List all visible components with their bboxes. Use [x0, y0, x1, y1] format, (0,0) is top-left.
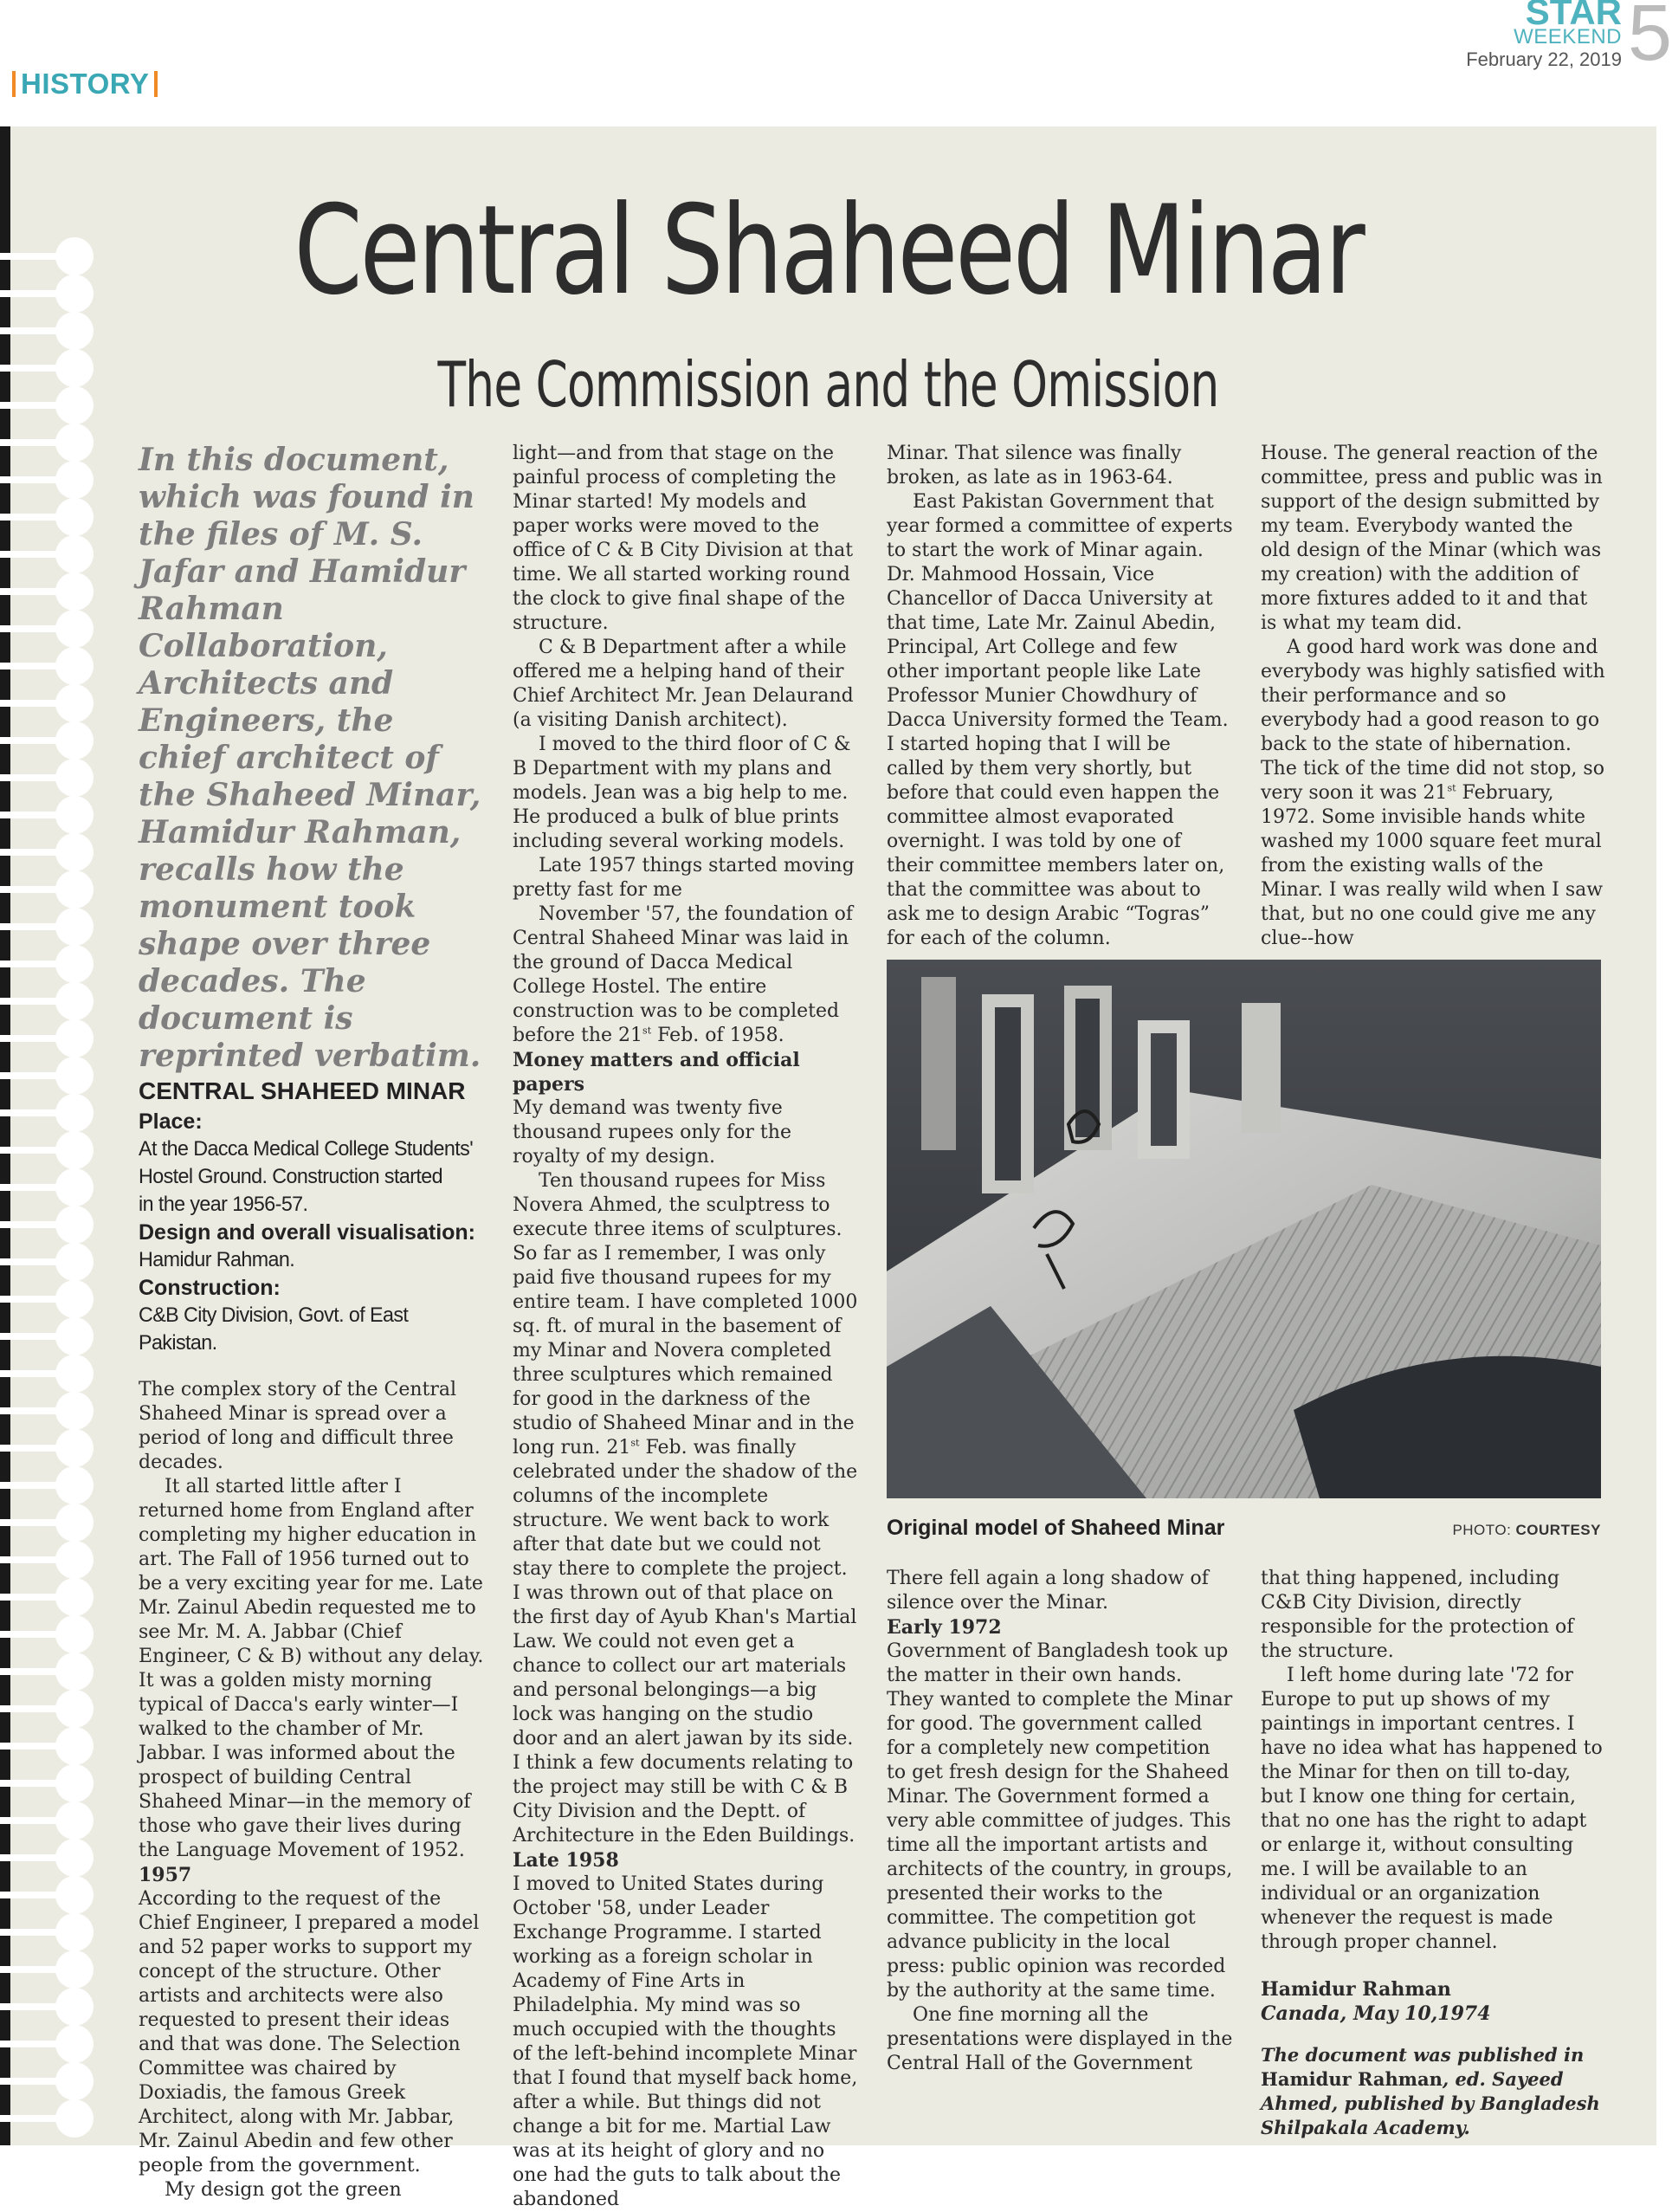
spiral-binding-icon — [0, 126, 104, 2145]
spiral-ring-hole — [55, 1317, 94, 1355]
text-run: November '57, the foundation of Central Shaheed Minar was laid in the ground of Dacca Medical College Hostel. The entire construction was to be completed before the 21 — [513, 903, 854, 1046]
spiral-ring-hole — [55, 572, 94, 611]
note-text: , ed. Sayeed Ahmed, published by Bangladesh Shilpakala Academy. — [1261, 2068, 1600, 2138]
spiral-ring-hole — [55, 386, 94, 424]
note-book-title: Hamidur Rahman — [1261, 2068, 1443, 2090]
paragraph: Minar. That silence was finally broken, as late as in 1963-64. — [887, 443, 1182, 488]
paragraph: It all started little after I returned home from England after completing my higher education in art. The Fall of 1956 turned out to be a very exciting year for me. Late Mr. Zainul Abedin requested me to see Mr. M. A. Jabbar (Chief Engineer, C & B) without any delay. It was a golden misty morning typical of Dacca's early winter—I walked to the chamber of Mr. Jabbar. I was informed about the prospect of building Central Shaheed Minar—in the memory of those who gave their lives during the Language Movement of 1952. — [139, 1476, 484, 1861]
spiral-ring-hole — [55, 237, 94, 275]
paragraph: I moved to the third floor of C & B Department with my plans and models. Jean was a big help to me. He produced a bulk of blue prints including several working models. — [513, 734, 851, 852]
column-3-lower — [887, 1567, 1233, 2076]
column-2 — [513, 442, 859, 2212]
fact-heading: CENTRAL SHAHEED MINAR — [139, 1077, 466, 1104]
signature-place-date: Canada, May 10,1974 — [1261, 2002, 1491, 2025]
spiral-ring-hole — [55, 945, 94, 983]
spiral-ring-hole — [55, 312, 94, 350]
spiral-ring-hole — [55, 1131, 94, 1169]
intro-blurb: In this document, which was found in the files of M. S. Jafar and Hamidur Rahman Collaboration, Architects and Engineers, the chief architect of the Shaheed Minar, Hamidur Rahman, recalls how the monument took shape over three decades. The document is reprinted verbatim. — [139, 442, 481, 1074]
spiral-ring-hole — [55, 275, 94, 313]
spiral-ring-hole — [55, 1988, 94, 2026]
spiral-ring-hole — [55, 1615, 94, 1653]
masthead-star: STAR — [1525, 0, 1622, 32]
page-number: 5 — [1627, 0, 1672, 77]
spiral-ring-hole — [55, 1801, 94, 1840]
fact-place-line-2: Hostel Ground. Construction started — [139, 1165, 443, 1188]
fact-box — [139, 1075, 485, 1357]
spiral-ring-hole — [55, 1429, 94, 1467]
paragraph — [513, 1169, 859, 1848]
spiral-ring-hole — [55, 498, 94, 536]
spiral-ring-hole — [55, 1876, 94, 1914]
text-run: Feb. was finally celebrated under the shadow of the columns of the incomplete structure. We went back to work after that date but we could not stay there to complete the project. I was thrown out of that place on the first day of Ayub Khan's Martial Law. We could not even get a chance to collect our art materials and personal belongings—a big lock was hanging on the studio door and an alert jawan by its side. I think a few documents relating to the project may still be with C & B City Division and the Deptt. of Architecture in the Eden Buildings. — [513, 1437, 858, 1847]
paragraph: Late 1957 things started moving pretty fast for me — [513, 855, 855, 901]
spiral-ring-hole — [55, 1466, 94, 1504]
subhead-late-1958: Late 1958 — [513, 1849, 619, 1872]
column-3 — [887, 442, 1233, 951]
paragraph: C & B Department after a while offered me a helping hand of their Chief Architect Mr. Jean Delaurand (a visiting Danish architect). — [513, 637, 854, 731]
author-signature: Hamidur Rahman — [1261, 1978, 1451, 2001]
spiral-ring-hole — [55, 833, 94, 871]
ordinal-suffix: st — [630, 1437, 640, 1449]
spiral-ring-hole — [55, 1764, 94, 1802]
spiral-ring-hole — [55, 1094, 94, 1132]
spiral-ring-hole — [55, 1280, 94, 1318]
subhead-early-1972: Early 1972 — [887, 1616, 1002, 1639]
orange-bar-left — [12, 71, 16, 97]
text-run: February, 1972. Some invisible hands white washed my 1000 square feet mural from the existing walls of the Minar. I was really wild when I saw that, but no one could give me any clue--how — [1261, 782, 1604, 949]
fact-place-label: Place: — [139, 1109, 203, 1134]
fact-construction-label: Construction: — [139, 1276, 281, 1300]
spiral-ring-hole — [55, 982, 94, 1020]
column-4-lower — [1261, 1567, 1607, 2140]
spiral-ring-hole — [55, 1727, 94, 1765]
subhead-money: Money matters and official papers — [513, 1049, 800, 1096]
paragraph: The complex story of the Central Shaheed Minar is spread over a period of long and difficult three decades. — [139, 1379, 457, 1473]
section-name: HISTORY — [21, 68, 150, 100]
subhead-1957: 1957 — [139, 1864, 192, 1886]
spiral-ring-hole — [55, 2099, 94, 2138]
spiral-ring-hole — [55, 1243, 94, 1281]
paragraph: One fine morning all the presentations were displayed in the Central Hall of the Government — [887, 2004, 1233, 2074]
spiral-ring-hole — [55, 535, 94, 573]
spiral-ring-hole — [55, 1355, 94, 1393]
spiral-ring-hole — [55, 1057, 94, 1095]
spiral-ring-hole — [55, 349, 94, 387]
paragraph: East Pakistan Government that year formed a committee of experts to start the work of Minar again. Dr. Mahmood Hossain, Vice Chancellor of Dacca University at that time, Late Mr. Zainul Abedin, Principal, Art College and few other important people like Late Professor Munier Chowdhury of Dacca University formed the Team. I started hoping that I will be called by them very shortly, but before that could even happen the committee almost evaporated overnight. I was told by one of their committee members later on, that the committee was about to ask me to design Arabic “Togras” for each of the column. — [887, 491, 1233, 949]
spiral-ring-hole — [55, 1839, 94, 1877]
spiral-ring-hole — [55, 1913, 94, 1951]
spiral-ring-hole — [55, 1578, 94, 1616]
publication-note — [1261, 2043, 1607, 2140]
text-run: Ten thousand rupees for Miss Novera Ahmed, the sculptress to execute three items of sculptures. So far as I remember, I was only paid five thousand rupees for my entire team. I have completed 1000 sq. ft. of mural in the basement of my Minar and Novera completed three sculptures which remained for good in the darkness of the studio of Shaheed Minar and in the long run. 21 — [513, 1170, 858, 1458]
photo-caption-row — [887, 1516, 1601, 1541]
paragraph — [1261, 636, 1607, 951]
spiral-ring-hole — [55, 1168, 94, 1206]
text-run: A good hard work was done and everybody was highly satisfied with their performance and so everybody had a good reason to go back to the state of hibernation. The tick of the time did not stop, so very soon it was 21 — [1261, 637, 1605, 804]
spiral-ring-hole — [55, 684, 94, 722]
text-run: Feb. of 1958. — [651, 1025, 784, 1046]
paragraph: My design got the green — [165, 2179, 402, 2201]
paragraph: I left home during late '72 for Europe to put up shows of my paintings in important centres. I have no idea what has happened to the Minar for then on till to-day, but I know one thing for certain, that no one has the right to adapt or enlarge it, without consulting me. I will be available to an individual or an organization whenever the request is made through proper channel. — [1261, 1665, 1603, 1953]
page-header — [0, 0, 1672, 126]
spiral-ring-hole — [55, 2062, 94, 2100]
paragraph: I moved to United States during October '58, under Leader Exchange Programme. I started working as a foreign scholar in Academy of Fine Arts in Philadelphia. My mind was so much occupied with the thoughts of the left-behind incomplete Minar that I found that myself back home, after a while. But things did not change a bit for me. Martial Law was at its height of glory and no one had the guts to talk about the abandoned — [513, 1873, 858, 2210]
fact-place-line-1: At the Dacca Medical College Students' — [139, 1137, 474, 1161]
column-1 — [139, 442, 485, 2202]
spiral-ring-hole — [55, 1019, 94, 1057]
paragraph: My demand was twenty five thousand rupees only for the royalty of my design. — [513, 1097, 791, 1167]
shaheed-minar-model-image — [887, 960, 1601, 1498]
spiral-ring-hole — [55, 1950, 94, 1989]
photo-credit — [1452, 1522, 1601, 1539]
photo-caption: Original model of Shaheed Minar — [887, 1516, 1225, 1540]
paragraph: House. The general reaction of the committee, press and public was in support of the design submitted by my team. Everybody wanted the old design of the Minar (which was my creation) with the addition of more fixtures added to it and that is what my team did. — [1261, 443, 1603, 634]
spiral-ring-hole — [55, 647, 94, 685]
spiral-ring-hole — [55, 461, 94, 499]
paragraph: light—and from that stage on the painful process of completing the Minar started! My models and paper works were moved to the office of C & B City Division at that time. We all started working round the clock to give final shape of the structure. — [513, 443, 854, 634]
paragraph: There fell again a long shadow of silence over the Minar. — [887, 1568, 1209, 1614]
spiral-ring-hole — [55, 1690, 94, 1728]
spiral-ring-hole — [55, 870, 94, 909]
photo-credit-prefix: PHOTO: — [1452, 1522, 1516, 1538]
section-label — [12, 68, 163, 100]
masthead — [1466, 0, 1622, 73]
model-photo — [887, 960, 1601, 1498]
paragraph: According to the request of the Chief Engineer, I prepared a model and 52 paper works to support my concept of the structure. Other artists and architects were also requested to present their ideas and that was done. The Selection Committee was chaired by Doxiadis, the famous Greek Architect, along with Mr. Jabbar, Mr. Zainul Abedin and few other people from the government. — [139, 1888, 480, 2176]
orange-bar-right — [154, 71, 158, 97]
ordinal-suffix: st — [642, 1025, 652, 1037]
paragraph: that thing happened, including C&B City Division, directly responsible for the protection of the structure. — [1261, 1568, 1574, 1662]
note-text: The document was published in — [1261, 2044, 1585, 2066]
spiral-ring-hole — [55, 908, 94, 946]
spiral-ring-hole — [55, 610, 94, 648]
spiral-ring-hole — [55, 1541, 94, 1579]
spiral-ring-hole — [55, 1504, 94, 1542]
article-title: Central Shaheed Minar — [294, 179, 1363, 322]
spiral-ring-hole — [55, 424, 94, 462]
fact-design-label: Design and overall visualisation: — [139, 1220, 476, 1245]
fact-place-line-3: in the year 1956-57. — [139, 1193, 308, 1216]
ordinal-suffix: st — [1447, 782, 1456, 794]
issue-date: February 22, 2019 — [1466, 49, 1622, 70]
spiral-ring-hole — [55, 796, 94, 834]
article-subtitle: The Commission and the Omission — [437, 348, 1219, 421]
column-4 — [1261, 442, 1607, 951]
spiral-ring-hole — [55, 1206, 94, 1244]
fact-construction-value: C&B City Division, Govt. of East Pakistan. — [139, 1303, 409, 1355]
spiral-ring-hole — [55, 759, 94, 797]
paragraph: Government of Bangladesh took up the matter in their own hands. They wanted to complete the Minar for good. The government called for a completely new competition to get fresh design for the Shaheed Minar. The Government formed a very able committee of judges. This time all the important artists and architects of the country, in groups, presented their works to the committee. The competition got advance publicity in the local press: public opinion was recorded by the authority at the same time. — [887, 1640, 1233, 2002]
paragraph — [513, 902, 859, 1048]
spiral-ring-hole — [55, 1653, 94, 1691]
photo-credit-name: COURTESY — [1515, 1522, 1601, 1538]
spiral-ring-hole — [55, 2025, 94, 2063]
masthead-weekend: WEEKEND — [1514, 25, 1622, 49]
spiral-ring-hole — [55, 1392, 94, 1430]
spiral-ring-hole — [55, 721, 94, 760]
fact-design-value: Hamidur Rahman. — [139, 1248, 295, 1271]
